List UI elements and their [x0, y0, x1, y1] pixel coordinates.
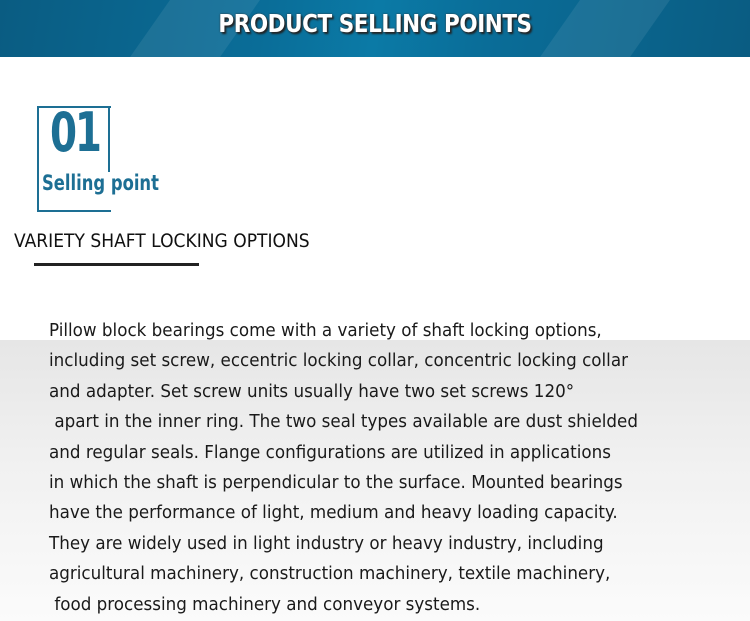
- paragraph-line: in which the shaft is perpendicular to the surface. Mounted bearings: [49, 472, 623, 494]
- selling-point-frame-right-edge: [108, 106, 110, 174]
- banner-title: PRODUCT SELLING POINTS: [218, 9, 532, 38]
- selling-point-number: 01: [50, 101, 100, 164]
- paragraph-line: have the performance of light, medium and heavy loading capacity.: [49, 502, 618, 524]
- section-heading: VARIETY SHAFT LOCKING OPTIONS: [14, 230, 310, 252]
- header-banner: [0, 0, 750, 57]
- paragraph-line: They are widely used in light industry or heavy industry, including: [49, 532, 604, 554]
- paragraph-line: and adapter. Set screw units usually have two set screws 120°: [49, 380, 575, 402]
- paragraph-line: and regular seals. Flange configurations are utilized in applications: [49, 441, 611, 463]
- paragraph-line: Pillow block bearings come with a variety of shaft locking options,: [49, 320, 602, 341]
- paragraph-line: apart in the inner ring. The two seal types available are dust shielded: [49, 411, 638, 433]
- description-paragraph: [49, 316, 749, 620]
- paragraph-line: including set screw, eccentric locking collar, concentric locking collar: [49, 350, 628, 372]
- selling-point-label: Selling point: [42, 171, 159, 195]
- paragraph-line: agricultural machinery, construction machinery, textile machinery,: [49, 563, 611, 585]
- heading-underline: [34, 263, 199, 266]
- paragraph-line: food processing machinery and conveyor systems.: [49, 593, 481, 615]
